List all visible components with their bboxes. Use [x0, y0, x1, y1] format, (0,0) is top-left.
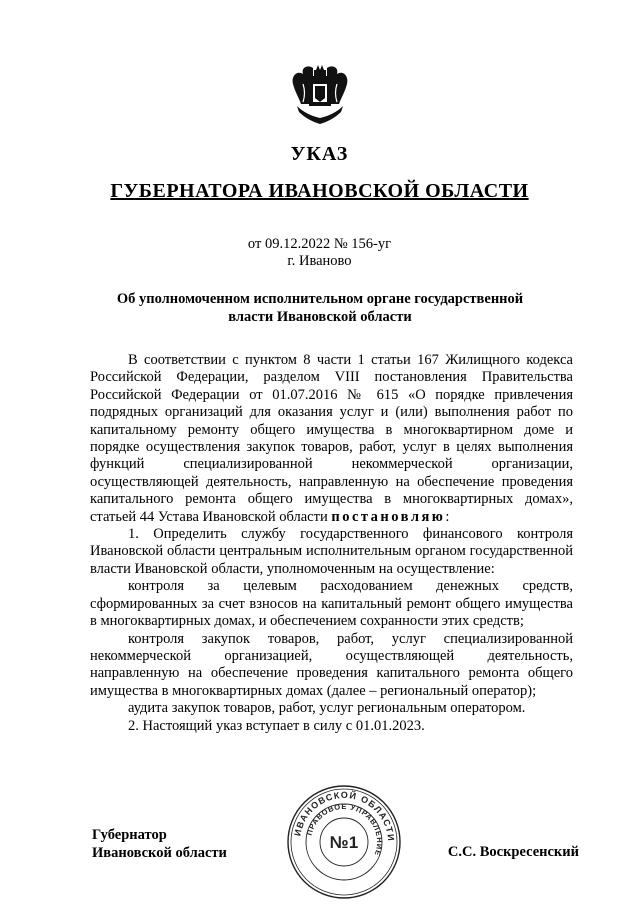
decree-word: постановляю [331, 508, 446, 525]
decree-colon: : [445, 508, 450, 525]
signatory-position-line-2: Ивановской области [92, 845, 227, 861]
signatory-position-line-1: Губернатор [92, 827, 167, 843]
coat-of-arms-icon [289, 62, 351, 128]
date-number-line: от 09.12.2022 № 156-уг [247, 236, 392, 252]
document-type-title: УКАЗ [290, 143, 349, 165]
heading-line-2: власти Ивановской области [228, 309, 412, 325]
item-1c-paragraph: аудита закупок товаров, работ, услуг региональным оператором. [128, 700, 526, 717]
city-line: г. Иваново [287, 253, 352, 269]
heading-line-1: Об уполномоченном исполнительном органе государственной [116, 291, 524, 307]
item-1b-paragraph: контроля закупок товаров, работ, услуг специализированной некоммерческой организацией, осуществляющей деятельность, направленную на обеспечение проведения капитального ремонта общего имущества в многоквартирных домах (далее – региональный оператор); [90, 630, 573, 699]
stamp-inner-text: ПРАВОВОЕ УПРАВЛЕНИЕ [304, 801, 385, 858]
item-1-paragraph: 1. Определить службу государственного финансового контроля Ивановской области центральным исполнительным органом государственной власти Ивановской области, уполномоченным на осуществление: [90, 526, 573, 577]
document-heading [80, 290, 560, 326]
signatory-name: С.С. Воскресенский [447, 844, 579, 860]
signatory-position [92, 826, 227, 862]
preamble-text: В соответствии с пунктом 8 части 1 статьи 167 Жилищного кодекса Российской Федерации, разделом VIII постановления Правительства Российской Федерации от 01.07.2016 № 615 «О порядке привлечения подрядных организаций для оказания услуг и (или) выполнения работ по капитальному ремонту общего имущества в многоквартирном доме и порядке осуществления закупок товаров, работ, услуг в целях выполнения функций специализированной некоммерческой организации, осуществляющей деятельность, направленную на обеспечение проведения капитального ремонта общего имущества в многоквартирных домах», статьей 44 Устава Ивановской области [90, 352, 573, 525]
official-stamp [285, 783, 403, 901]
document-body [90, 352, 573, 735]
issuer-title: ГУБЕРНАТОРА ИВАНОВСКОЙ ОБЛАСТИ [110, 180, 529, 202]
item-2-paragraph: 2. Настоящий указ вступает в силу с 01.01.2023. [128, 717, 425, 734]
stamp-number: №1 [329, 833, 359, 852]
preamble-paragraph [90, 352, 573, 526]
date-block [0, 236, 639, 270]
stamp-outer-text: ИВАНОВСКОЙ ОБЛАСТИ [292, 789, 397, 843]
item-1a-paragraph: контроля за целевым расходованием денежных средств, сформированных за счет взносов на капитальный ремонт общего имущества в многоквартирных домах, и обеспечением сохранности этих средств; [90, 578, 573, 630]
